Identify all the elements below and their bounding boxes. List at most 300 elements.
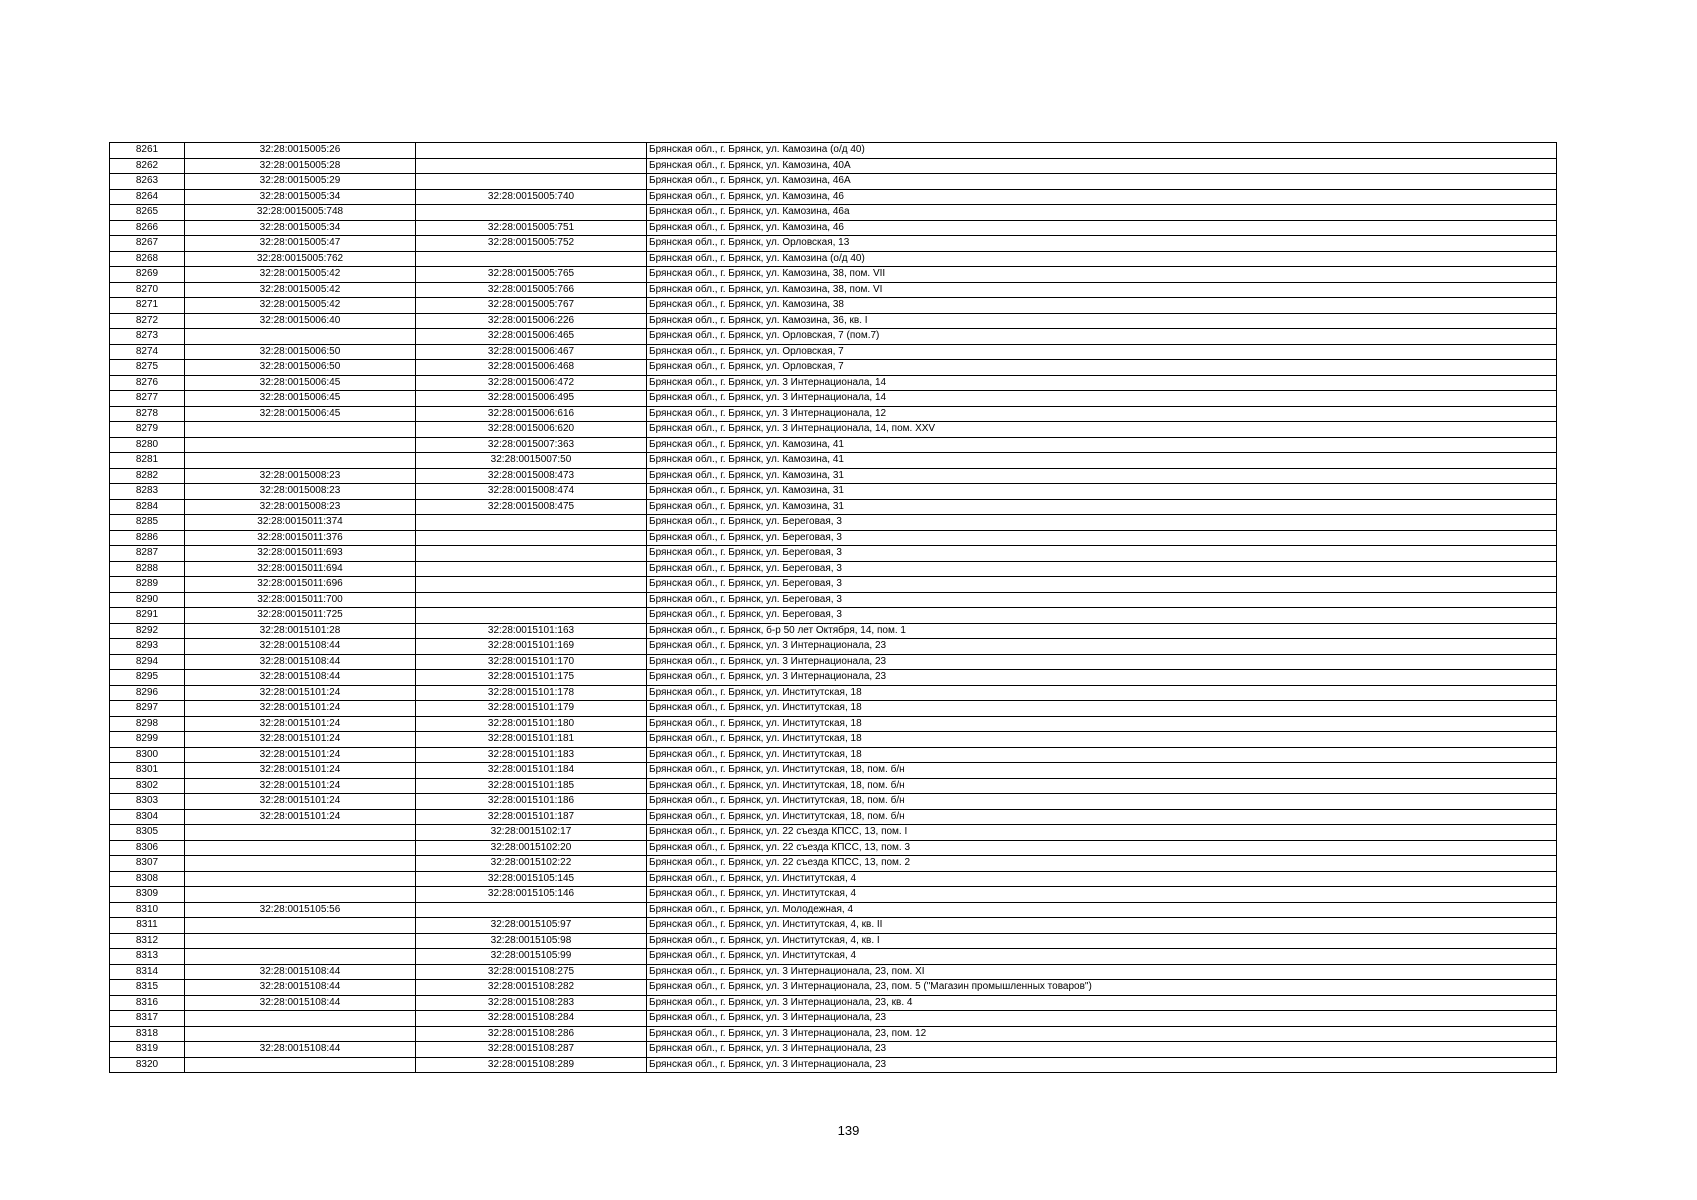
address-cell: Брянская обл., г. Брянск, ул. Камозина (о/д 40) [647,143,1557,159]
object-cadastral-cell: 32:28:0015105:97 [416,918,647,934]
table-row [110,220,1557,236]
address-cell: Брянская обл., г. Брянск, ул. 22 съезда КПСС, 13, пом. I [647,825,1557,841]
object-cadastral-cell: 32:28:0015101:170 [416,654,647,670]
land-plot-cadastral-cell: 32:28:0015005:748 [185,205,416,221]
row-number-cell: 8273 [110,329,185,345]
land-plot-cadastral-cell: 32:28:0015006:50 [185,360,416,376]
land-plot-cadastral-cell: 32:28:0015011:374 [185,515,416,531]
land-plot-cadastral-cell [185,437,416,453]
object-cadastral-cell: 32:28:0015006:495 [416,391,647,407]
object-cadastral-cell: 32:28:0015105:145 [416,871,647,887]
object-cadastral-cell [416,608,647,624]
address-cell: Брянская обл., г. Брянск, ул. Институтская, 18 [647,685,1557,701]
table-row [110,561,1557,577]
row-number-cell: 8299 [110,732,185,748]
land-plot-cadastral-cell: 32:28:0015005:42 [185,282,416,298]
table-row [110,313,1557,329]
row-number-cell: 8301 [110,763,185,779]
object-cadastral-cell [416,515,647,531]
land-plot-cadastral-cell: 32:28:0015006:45 [185,391,416,407]
row-number-cell: 8280 [110,437,185,453]
land-plot-cadastral-cell: 32:28:0015011:696 [185,577,416,593]
object-cadastral-cell [416,561,647,577]
row-number-cell: 8297 [110,701,185,717]
address-cell: Брянская обл., г. Брянск, ул. Институтская, 18 [647,732,1557,748]
address-cell: Брянская обл., г. Брянск, ул. 3 Интернационала, 23, пом. XI [647,964,1557,980]
row-number-cell: 8283 [110,484,185,500]
table-row [110,980,1557,996]
address-cell: Брянская обл., г. Брянск, ул. Институтская, 18, пом. б/н [647,794,1557,810]
object-cadastral-cell [416,546,647,562]
object-cadastral-cell: 32:28:0015105:146 [416,887,647,903]
row-number-cell: 8267 [110,236,185,252]
object-cadastral-cell: 32:28:0015006:467 [416,344,647,360]
row-number-cell: 8278 [110,406,185,422]
object-cadastral-cell: 32:28:0015005:765 [416,267,647,283]
object-cadastral-cell: 32:28:0015005:740 [416,189,647,205]
row-number-cell: 8304 [110,809,185,825]
address-cell: Брянская обл., г. Брянск, ул. Камозина, 38 [647,298,1557,314]
land-plot-cadastral-cell: 32:28:0015108:44 [185,995,416,1011]
address-cell: Брянская обл., г. Брянск, ул. 3 Интернационала, 23 [647,654,1557,670]
object-cadastral-cell: 32:28:0015108:282 [416,980,647,996]
table-row [110,995,1557,1011]
land-plot-cadastral-cell: 32:28:0015101:24 [185,701,416,717]
table-row [110,685,1557,701]
land-plot-cadastral-cell: 32:28:0015006:45 [185,375,416,391]
address-cell: Брянская обл., г. Брянск, ул. Береговая, 3 [647,546,1557,562]
row-number-cell: 8296 [110,685,185,701]
address-cell: Брянская обл., г. Брянск, ул. Институтская, 4 [647,887,1557,903]
table-row [110,360,1557,376]
object-cadastral-cell: 32:28:0015005:752 [416,236,647,252]
table-row [110,732,1557,748]
object-cadastral-cell [416,530,647,546]
land-plot-cadastral-cell [185,453,416,469]
address-cell: Брянская обл., г. Брянск, ул. Камозина, 46а [647,205,1557,221]
row-number-cell: 8266 [110,220,185,236]
table-row [110,375,1557,391]
land-plot-cadastral-cell: 32:28:0015008:23 [185,484,416,500]
table-row [110,592,1557,608]
table-row [110,468,1557,484]
table-row [110,205,1557,221]
address-cell: Брянская обл., г. Брянск, ул. Береговая, 3 [647,530,1557,546]
address-cell: Брянская обл., г. Брянск, ул. Молодежная, 4 [647,902,1557,918]
object-cadastral-cell: 32:28:0015006:620 [416,422,647,438]
table-row [110,716,1557,732]
row-number-cell: 8284 [110,499,185,515]
address-cell: Брянская обл., г. Брянск, ул. Камозина, 46 [647,189,1557,205]
row-number-cell: 8320 [110,1057,185,1073]
object-cadastral-cell: 32:28:0015008:474 [416,484,647,500]
row-number-cell: 8274 [110,344,185,360]
address-cell: Брянская обл., г. Брянск, ул. Институтская, 18 [647,716,1557,732]
object-cadastral-cell: 32:28:0015005:751 [416,220,647,236]
land-plot-cadastral-cell: 32:28:0015011:693 [185,546,416,562]
row-number-cell: 8282 [110,468,185,484]
table-row [110,1011,1557,1027]
land-plot-cadastral-cell: 32:28:0015011:725 [185,608,416,624]
land-plot-cadastral-cell: 32:28:0015108:44 [185,639,416,655]
row-number-cell: 8272 [110,313,185,329]
address-cell: Брянская обл., г. Брянск, ул. Камозина, 41 [647,437,1557,453]
row-number-cell: 8302 [110,778,185,794]
table-row [110,949,1557,965]
table-row [110,840,1557,856]
land-plot-cadastral-cell [185,933,416,949]
address-cell: Брянская обл., г. Брянск, ул. Камозина, 36, кв. I [647,313,1557,329]
land-plot-cadastral-cell [185,1057,416,1073]
table-row [110,964,1557,980]
table-row [110,282,1557,298]
address-cell: Брянская обл., г. Брянск, ул. Береговая, 3 [647,515,1557,531]
table-row [110,298,1557,314]
object-cadastral-cell: 32:28:0015006:468 [416,360,647,376]
land-plot-cadastral-cell [185,887,416,903]
page-number: 139 [837,1123,860,1138]
object-cadastral-cell: 32:28:0015102:22 [416,856,647,872]
object-cadastral-cell: 32:28:0015101:181 [416,732,647,748]
row-number-cell: 8288 [110,561,185,577]
land-plot-cadastral-cell: 32:28:0015105:56 [185,902,416,918]
row-number-cell: 8303 [110,794,185,810]
address-cell: Брянская обл., г. Брянск, ул. Береговая, 3 [647,592,1557,608]
table-row [110,515,1557,531]
land-plot-cadastral-cell: 32:28:0015101:24 [185,716,416,732]
address-cell: Брянская обл., г. Брянск, ул. Орловская, 13 [647,236,1557,252]
object-cadastral-cell [416,577,647,593]
table-row [110,871,1557,887]
table-row [110,484,1557,500]
land-plot-cadastral-cell: 32:28:0015101:24 [185,778,416,794]
object-cadastral-cell: 32:28:0015108:283 [416,995,647,1011]
land-plot-cadastral-cell: 32:28:0015005:34 [185,220,416,236]
land-plot-cadastral-cell [185,871,416,887]
table-row [110,654,1557,670]
row-number-cell: 8295 [110,670,185,686]
address-cell: Брянская обл., г. Брянск, ул. 3 Интернационала, 23, пом. 5 ("Магазин промышленных товаров") [647,980,1557,996]
land-plot-cadastral-cell: 32:28:0015108:44 [185,1042,416,1058]
land-plot-cadastral-cell [185,329,416,345]
object-cadastral-cell: 32:28:0015005:767 [416,298,647,314]
land-plot-cadastral-cell: 32:28:0015108:44 [185,964,416,980]
table-row [110,933,1557,949]
land-plot-cadastral-cell: 32:28:0015005:34 [185,189,416,205]
object-cadastral-cell: 32:28:0015101:175 [416,670,647,686]
land-plot-cadastral-cell: 32:28:0015006:45 [185,406,416,422]
table-row [110,530,1557,546]
object-cadastral-cell: 32:28:0015006:472 [416,375,647,391]
object-cadastral-cell: 32:28:0015008:473 [416,468,647,484]
land-plot-cadastral-cell: 32:28:0015005:26 [185,143,416,159]
address-cell: Брянская обл., г. Брянск, ул. Институтская, 18, пом. б/н [647,809,1557,825]
row-number-cell: 8315 [110,980,185,996]
address-cell: Брянская обл., г. Брянск, ул. 3 Интернационала, 23 [647,639,1557,655]
object-cadastral-cell [416,143,647,159]
address-cell: Брянская обл., г. Брянск, ул. 3 Интернационала, 23 [647,670,1557,686]
row-number-cell: 8310 [110,902,185,918]
land-plot-cadastral-cell: 32:28:0015101:24 [185,794,416,810]
land-plot-cadastral-cell: 32:28:0015101:24 [185,809,416,825]
row-number-cell: 8265 [110,205,185,221]
object-cadastral-cell: 32:28:0015101:185 [416,778,647,794]
row-number-cell: 8307 [110,856,185,872]
table-row [110,639,1557,655]
table-row [110,453,1557,469]
table-row [110,670,1557,686]
address-cell: Брянская обл., г. Брянск, ул. 3 Интернационала, 23 [647,1057,1557,1073]
object-cadastral-cell: 32:28:0015108:284 [416,1011,647,1027]
table-row [110,918,1557,934]
registry-table [109,142,1557,1073]
address-cell: Брянская обл., г. Брянск, ул. Орловская, 7 [647,360,1557,376]
object-cadastral-cell [416,174,647,190]
row-number-cell: 8290 [110,592,185,608]
row-number-cell: 8276 [110,375,185,391]
land-plot-cadastral-cell: 32:28:0015008:23 [185,499,416,515]
object-cadastral-cell: 32:28:0015105:98 [416,933,647,949]
table-row [110,267,1557,283]
land-plot-cadastral-cell: 32:28:0015005:28 [185,158,416,174]
address-cell: Брянская обл., г. Брянск, ул. Орловская, 7 [647,344,1557,360]
table-row [110,406,1557,422]
address-cell: Брянская обл., г. Брянск, ул. 3 Интернационала, 23 [647,1042,1557,1058]
row-number-cell: 8319 [110,1042,185,1058]
object-cadastral-cell: 32:28:0015108:275 [416,964,647,980]
table-row [110,794,1557,810]
table-row [110,763,1557,779]
row-number-cell: 8277 [110,391,185,407]
address-cell: Брянская обл., г. Брянск, ул. Институтская, 18, пом. б/н [647,778,1557,794]
table-row [110,329,1557,345]
object-cadastral-cell: 32:28:0015006:465 [416,329,647,345]
object-cadastral-cell: 32:28:0015108:289 [416,1057,647,1073]
object-cadastral-cell: 32:28:0015007:50 [416,453,647,469]
table-row [110,887,1557,903]
land-plot-cadastral-cell: 32:28:0015005:42 [185,298,416,314]
object-cadastral-cell: 32:28:0015007:363 [416,437,647,453]
object-cadastral-cell: 32:28:0015108:286 [416,1026,647,1042]
row-number-cell: 8317 [110,1011,185,1027]
table-row [110,608,1557,624]
address-cell: Брянская обл., г. Брянск, ул. Институтская, 4 [647,949,1557,965]
address-cell: Брянская обл., г. Брянск, ул. Камозина, 38, пом. VII [647,267,1557,283]
address-cell: Брянская обл., г. Брянск, ул. 3 Интернационала, 14 [647,375,1557,391]
object-cadastral-cell [416,902,647,918]
row-number-cell: 8287 [110,546,185,562]
land-plot-cadastral-cell: 32:28:0015101:24 [185,747,416,763]
row-number-cell: 8279 [110,422,185,438]
object-cadastral-cell: 32:28:0015102:20 [416,840,647,856]
address-cell: Брянская обл., г. Брянск, ул. Береговая, 3 [647,608,1557,624]
table-row [110,158,1557,174]
row-number-cell: 8285 [110,515,185,531]
row-number-cell: 8262 [110,158,185,174]
row-number-cell: 8311 [110,918,185,934]
object-cadastral-cell: 32:28:0015008:475 [416,499,647,515]
land-plot-cadastral-cell [185,422,416,438]
row-number-cell: 8318 [110,1026,185,1042]
land-plot-cadastral-cell: 32:28:0015108:44 [185,654,416,670]
row-number-cell: 8289 [110,577,185,593]
address-cell: Брянская обл., г. Брянск, ул. Институтская, 18 [647,747,1557,763]
land-plot-cadastral-cell: 32:28:0015005:762 [185,251,416,267]
land-plot-cadastral-cell [185,1026,416,1042]
address-cell: Брянская обл., г. Брянск, ул. 22 съезда КПСС, 13, пом. 2 [647,856,1557,872]
address-cell: Брянская обл., г. Брянск, ул. Институтская, 4, кв. I [647,933,1557,949]
table-row [110,174,1557,190]
row-number-cell: 8306 [110,840,185,856]
row-number-cell: 8305 [110,825,185,841]
row-number-cell: 8281 [110,453,185,469]
land-plot-cadastral-cell [185,825,416,841]
address-cell: Брянская обл., г. Брянск, ул. 22 съезда КПСС, 13, пом. 3 [647,840,1557,856]
land-plot-cadastral-cell: 32:28:0015005:29 [185,174,416,190]
address-cell: Брянская обл., г. Брянск, ул. Институтская, 4 [647,871,1557,887]
row-number-cell: 8316 [110,995,185,1011]
row-number-cell: 8300 [110,747,185,763]
address-cell: Брянская обл., г. Брянск, ул. Институтская, 18, пом. б/н [647,763,1557,779]
table-row [110,437,1557,453]
row-number-cell: 8312 [110,933,185,949]
address-cell: Брянская обл., г. Брянск, ул. Институтская, 18 [647,701,1557,717]
row-number-cell: 8313 [110,949,185,965]
row-number-cell: 8294 [110,654,185,670]
row-number-cell: 8269 [110,267,185,283]
address-cell: Брянская обл., г. Брянск, ул. Институтская, 4, кв. II [647,918,1557,934]
table-row [110,747,1557,763]
land-plot-cadastral-cell [185,918,416,934]
row-number-cell: 8309 [110,887,185,903]
row-number-cell: 8275 [110,360,185,376]
object-cadastral-cell: 32:28:0015005:766 [416,282,647,298]
row-number-cell: 8264 [110,189,185,205]
land-plot-cadastral-cell: 32:28:0015101:24 [185,685,416,701]
row-number-cell: 8261 [110,143,185,159]
object-cadastral-cell: 32:28:0015006:226 [416,313,647,329]
address-cell: Брянская обл., г. Брянск, ул. 3 Интернационала, 12 [647,406,1557,422]
object-cadastral-cell [416,251,647,267]
land-plot-cadastral-cell: 32:28:0015006:40 [185,313,416,329]
row-number-cell: 8308 [110,871,185,887]
land-plot-cadastral-cell: 32:28:0015011:700 [185,592,416,608]
row-number-cell: 8298 [110,716,185,732]
address-cell: Брянская обл., г. Брянск, ул. 3 Интернационала, 23 [647,1011,1557,1027]
address-cell: Брянская обл., г. Брянск, ул. Береговая, 3 [647,577,1557,593]
table-row [110,825,1557,841]
address-cell: Брянская обл., г. Брянск, ул. Камозина, 46А [647,174,1557,190]
object-cadastral-cell [416,158,647,174]
table-row [110,1042,1557,1058]
land-plot-cadastral-cell: 32:28:0015108:44 [185,980,416,996]
table-row [110,577,1557,593]
object-cadastral-cell: 32:28:0015006:616 [416,406,647,422]
table-row [110,1057,1557,1073]
land-plot-cadastral-cell: 32:28:0015005:42 [185,267,416,283]
row-number-cell: 8314 [110,964,185,980]
land-plot-cadastral-cell: 32:28:0015011:694 [185,561,416,577]
table-row [110,809,1557,825]
address-cell: Брянская обл., г. Брянск, б-р 50 лет Октября, 14, пом. 1 [647,623,1557,639]
land-plot-cadastral-cell: 32:28:0015011:376 [185,530,416,546]
address-cell: Брянская обл., г. Брянск, ул. Камозина, 31 [647,484,1557,500]
land-plot-cadastral-cell [185,840,416,856]
row-number-cell: 8292 [110,623,185,639]
land-plot-cadastral-cell: 32:28:0015108:44 [185,670,416,686]
address-cell: Брянская обл., г. Брянск, ул. Камозина, 40А [647,158,1557,174]
table-row [110,189,1557,205]
land-plot-cadastral-cell: 32:28:0015101:24 [185,732,416,748]
address-cell: Брянская обл., г. Брянск, ул. Камозина, 38, пом. VI [647,282,1557,298]
land-plot-cadastral-cell [185,856,416,872]
land-plot-cadastral-cell [185,1011,416,1027]
object-cadastral-cell: 32:28:0015102:17 [416,825,647,841]
row-number-cell: 8291 [110,608,185,624]
table-row [110,778,1557,794]
table-row [110,499,1557,515]
table-row [110,143,1557,159]
registry-table-body [110,143,1557,1073]
table-row [110,251,1557,267]
row-number-cell: 8286 [110,530,185,546]
table-row [110,236,1557,252]
address-cell: Брянская обл., г. Брянск, ул. Береговая, 3 [647,561,1557,577]
address-cell: Брянская обл., г. Брянск, ул. 3 Интернационала, 23, кв. 4 [647,995,1557,1011]
table-row [110,546,1557,562]
land-plot-cadastral-cell: 32:28:0015005:47 [185,236,416,252]
table-row [110,856,1557,872]
object-cadastral-cell: 32:28:0015101:180 [416,716,647,732]
object-cadastral-cell: 32:28:0015101:163 [416,623,647,639]
table-row [110,422,1557,438]
land-plot-cadastral-cell: 32:28:0015006:50 [185,344,416,360]
table-row [110,623,1557,639]
row-number-cell: 8293 [110,639,185,655]
land-plot-cadastral-cell: 32:28:0015101:24 [185,763,416,779]
object-cadastral-cell: 32:28:0015108:287 [416,1042,647,1058]
table-row [110,701,1557,717]
land-plot-cadastral-cell: 32:28:0015008:23 [185,468,416,484]
table-row [110,344,1557,360]
table-row [110,391,1557,407]
object-cadastral-cell: 32:28:0015101:187 [416,809,647,825]
object-cadastral-cell [416,205,647,221]
object-cadastral-cell: 32:28:0015101:179 [416,701,647,717]
address-cell: Брянская обл., г. Брянск, ул. Камозина, 41 [647,453,1557,469]
row-number-cell: 8268 [110,251,185,267]
land-plot-cadastral-cell [185,949,416,965]
address-cell: Брянская обл., г. Брянск, ул. Камозина, 46 [647,220,1557,236]
table-row [110,902,1557,918]
object-cadastral-cell: 32:28:0015101:186 [416,794,647,810]
address-cell: Брянская обл., г. Брянск, ул. 3 Интернационала, 14, пом. XXV [647,422,1557,438]
table-row [110,1026,1557,1042]
row-number-cell: 8271 [110,298,185,314]
land-plot-cadastral-cell: 32:28:0015101:28 [185,623,416,639]
address-cell: Брянская обл., г. Брянск, ул. Камозина (о/д 40) [647,251,1557,267]
address-cell: Брянская обл., г. Брянск, ул. Камозина, 31 [647,468,1557,484]
object-cadastral-cell [416,592,647,608]
address-cell: Брянская обл., г. Брянск, ул. 3 Интернационала, 23, пом. 12 [647,1026,1557,1042]
object-cadastral-cell: 32:28:0015101:183 [416,747,647,763]
object-cadastral-cell: 32:28:0015101:169 [416,639,647,655]
address-cell: Брянская обл., г. Брянск, ул. 3 Интернационала, 14 [647,391,1557,407]
address-cell: Брянская обл., г. Брянск, ул. Камозина, 31 [647,499,1557,515]
object-cadastral-cell: 32:28:0015105:99 [416,949,647,965]
address-cell: Брянская обл., г. Брянск, ул. Орловская, 7 (пом.7) [647,329,1557,345]
object-cadastral-cell: 32:28:0015101:184 [416,763,647,779]
